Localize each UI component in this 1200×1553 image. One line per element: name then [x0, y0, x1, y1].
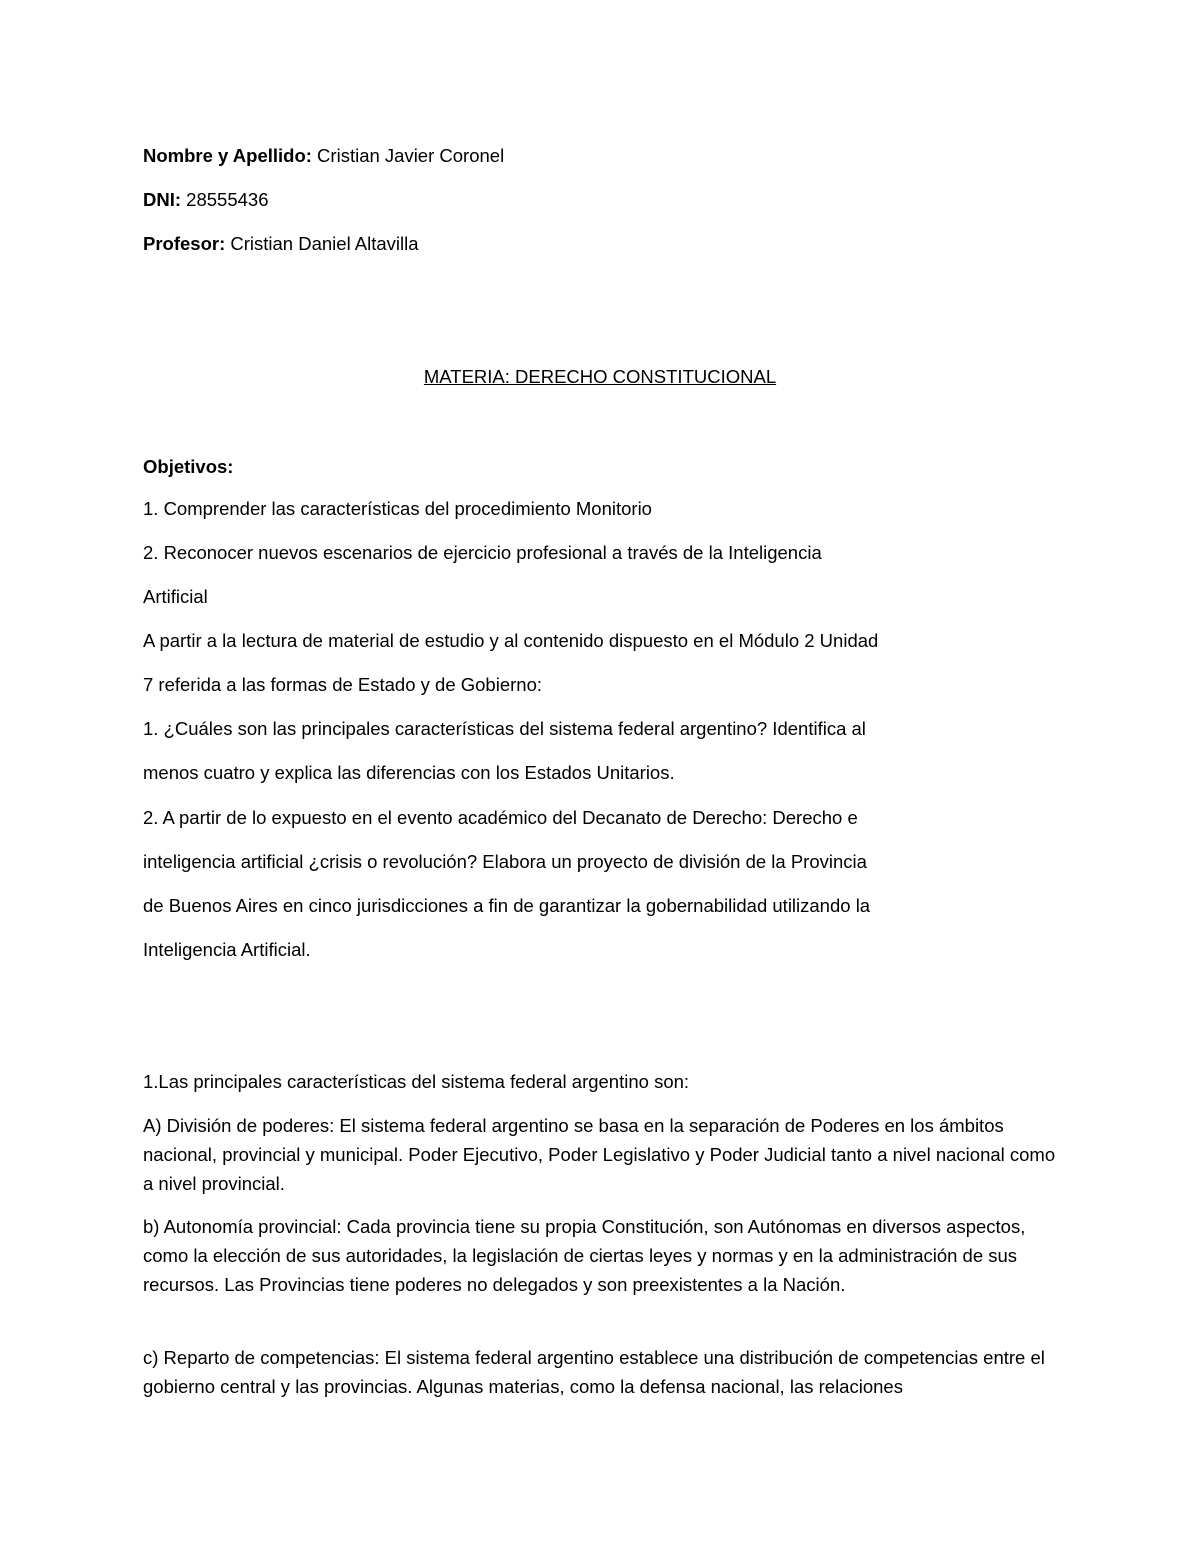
- instructions-line-1: A partir a la lectura de material de estudio y al contenido dispuesto en el Módulo 2 Unidad: [143, 630, 879, 651]
- objective-2-line-1: 2. Reconocer nuevos escenarios de ejercicio profesional a través de la Inteligencia: [143, 542, 822, 563]
- question-1-line-2: menos cuatro y explica las diferencias con los Estados Unitarios.: [143, 762, 675, 783]
- objective-2-line-2: Artificial: [143, 586, 208, 607]
- instructions-line-2: 7 referida a las formas de Estado y de Gobierno:: [143, 674, 542, 695]
- name-value: Cristian Javier Coronel: [311, 145, 505, 166]
- profesor-label: Profesor:: [143, 233, 226, 254]
- question-2-line-4: Inteligencia Artificial.: [143, 939, 311, 960]
- question-2-line-2: inteligencia artificial ¿crisis o revolución? Elabora un proyecto de división de la Provincia: [143, 851, 867, 872]
- dni-value: 28555436: [181, 189, 269, 210]
- dni-line: [143, 189, 268, 211]
- dni-label: DNI:: [143, 189, 182, 210]
- question-2-line-1: 2. A partir de lo expuesto en el evento académico del Decanato de Derecho: Derecho e: [143, 807, 858, 828]
- objective-1: 1. Comprender las características del procedimiento Monitorio: [143, 498, 652, 519]
- profesor-line: [143, 233, 419, 255]
- answer-paragraph-c: c) Reparto de competencias: El sistema federal argentino establece una distribución de competencias entre el gobierno central y las provincias. Algunas materias, como la defensa nacional, las relaciones: [143, 1347, 1045, 1397]
- question-1-line-1: 1. ¿Cuáles son las principales características del sistema federal argentino? Identifica al: [143, 718, 866, 739]
- name-line: [143, 145, 504, 167]
- document-title: MATERIA: DERECHO CONSTITUCIONAL: [423, 366, 777, 387]
- objectives-heading: Objetivos:: [143, 456, 234, 477]
- name-label: Nombre y Apellido:: [143, 145, 312, 166]
- answer-paragraph-b: b) Autonomía provincial: Cada provincia tiene su propia Constitución, son Autónomas en diversos aspectos, como la elección de sus autoridades, la legislación de ciertas leyes y normas y en la administración de sus recursos. Las Provincias tiene poderes no delegados y son preexistentes a la Nación.: [143, 1216, 1026, 1295]
- profesor-value: Cristian Daniel Altavilla: [225, 233, 419, 254]
- question-2-line-3: de Buenos Aires en cinco jurisdicciones a fin de garantizar la gobernabilidad utilizando la: [143, 895, 871, 916]
- answer-intro: 1.Las principales características del sistema federal argentino son:: [143, 1071, 690, 1092]
- answer-paragraph-a: A) División de poderes: El sistema federal argentino se basa en la separación de Poderes en los ámbitos nacional, provincial y municipal. Poder Ejecutivo, Poder Legislativo y Poder Judicial tanto a nivel nacional como a nivel provincial.: [143, 1115, 1056, 1194]
